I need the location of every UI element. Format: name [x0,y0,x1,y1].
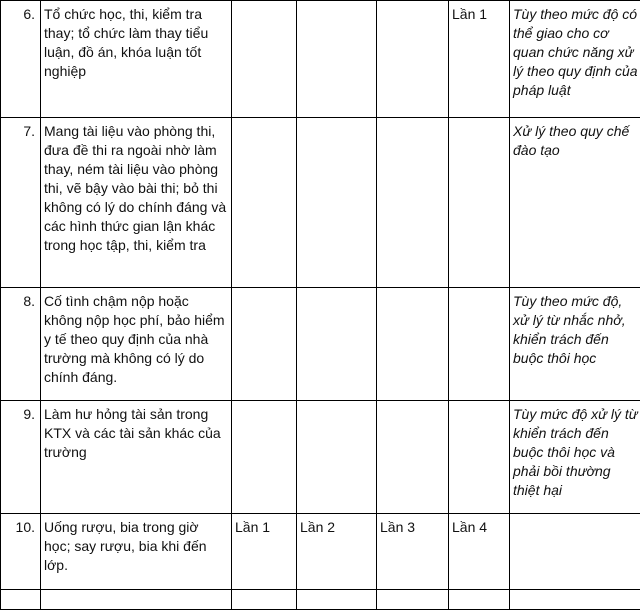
violation-description: Làm hư hỏng tài sản trong KTX và các tài sản khác của trường [41,401,232,514]
penalty-time-2 [297,288,377,401]
penalty-time-4 [449,590,510,610]
handling-note [510,590,640,610]
penalty-time-1 [232,118,297,288]
penalty-time-4: Lần 4 [449,514,510,590]
penalty-time-2 [297,118,377,288]
violation-description [41,590,232,610]
row-number: 6. [1,1,41,118]
penalty-time-2: Lần 2 [297,514,377,590]
penalty-time-4: Lần 1 [449,1,510,118]
violation-description: Cố tình chậm nộp hoặc không nộp học phí, bảo hiểm y tế theo quy định của nhà trường mà không có lý do chính đáng. [41,288,232,401]
table-row [1,514,640,590]
penalty-time-4 [449,288,510,401]
penalty-time-1: Lần 1 [232,514,297,590]
row-number: 10. [1,514,41,590]
penalty-time-3 [377,401,449,514]
handling-note: Tùy mức độ xử lý từ khiển trách đến buộc thôi học và phải bồi thường thiệt hại [510,401,640,514]
violation-description: Mang tài liệu vào phòng thi, đưa đề thi ra ngoài nhờ làm thay, ném tài liệu vào phòng thi, vẽ bậy vào bài thi; bỏ thi không có lý do chính đáng và các hình thức gian lận khác trong học tập, thi, kiểm tra [41,118,232,288]
row-number [1,590,41,610]
penalty-time-1 [232,1,297,118]
handling-note: Tùy theo mức độ có thể giao cho cơ quan chức năng xử lý theo quy định của pháp luật [510,1,640,118]
handling-note: Tùy theo mức độ, xử lý từ nhắc nhở, khiển trách đến buộc thôi học [510,288,640,401]
penalty-time-4 [449,118,510,288]
table-row [1,288,640,401]
row-number: 7. [1,118,41,288]
penalty-time-3 [377,590,449,610]
penalty-time-2 [297,590,377,610]
penalty-time-3 [377,288,449,401]
row-number: 9. [1,401,41,514]
penalty-time-4 [449,401,510,514]
penalty-time-1 [232,590,297,610]
penalty-time-1 [232,401,297,514]
penalty-time-3: Lần 3 [377,514,449,590]
penalty-time-1 [232,288,297,401]
table-row [1,590,640,610]
handling-note: Xử lý theo quy chế đào tạo [510,118,640,288]
penalty-time-2 [297,401,377,514]
violation-description: Tổ chức học, thi, kiểm tra thay; tổ chức làm thay tiểu luận, đồ án, khóa luận tốt nghiệp [41,1,232,118]
table-row [1,1,640,118]
penalty-time-3 [377,118,449,288]
violation-description: Uống rượu, bia trong giờ học; say rượu, bia khi đến lớp. [41,514,232,590]
penalty-time-3 [377,1,449,118]
penalty-time-2 [297,1,377,118]
handling-note [510,514,640,590]
row-number: 8. [1,288,41,401]
table-row [1,401,640,514]
table-row [1,118,640,288]
